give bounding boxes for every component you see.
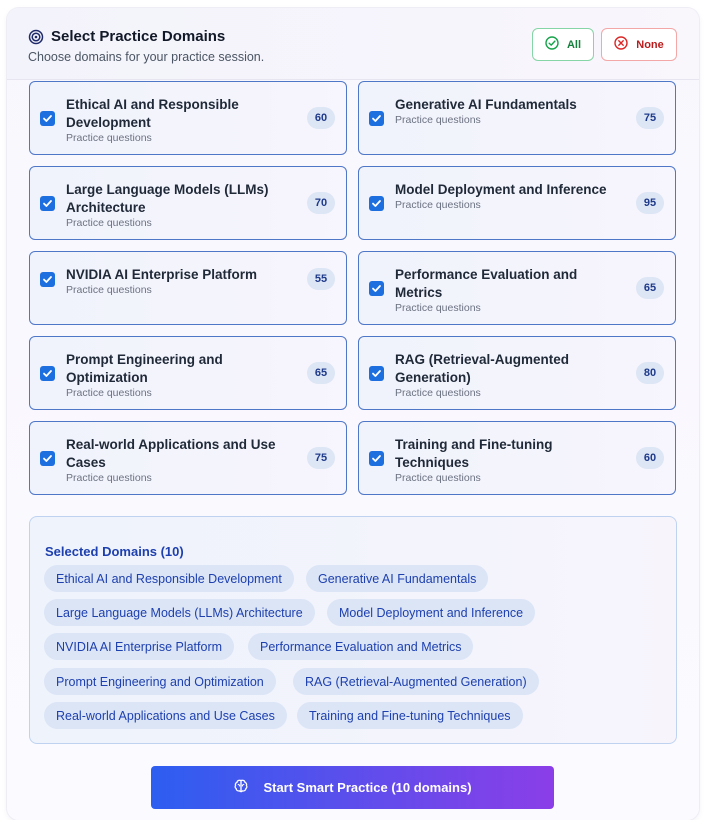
checkmark-icon <box>42 113 53 124</box>
domain-card-model-deployment[interactable] <box>358 166 676 240</box>
domain-name: Large Language Models (LLMs) Architecture <box>66 182 269 215</box>
checkmark-icon <box>371 113 382 124</box>
question-count-badge: 80 <box>636 362 664 384</box>
page-subtitle: Choose domains for your practice session. <box>28 50 265 64</box>
domain-card-training-fine-tuning[interactable] <box>358 421 676 495</box>
question-count-badge: 60 <box>636 447 664 469</box>
domain-checkbox[interactable] <box>369 281 384 296</box>
selected-chip: NVIDIA AI Enterprise Platform <box>44 633 234 660</box>
domain-checkbox[interactable] <box>40 366 55 381</box>
panel-header <box>7 8 699 80</box>
domain-checkbox[interactable] <box>369 111 384 126</box>
domain-subtitle: Practice questions <box>395 302 481 314</box>
selected-domains-box <box>29 516 677 744</box>
start-smart-practice-button[interactable] <box>151 766 554 809</box>
checkmark-icon <box>42 453 53 464</box>
checkmark-icon <box>42 274 53 285</box>
question-count-badge: 75 <box>307 447 335 469</box>
domain-card-real-world-applications[interactable] <box>29 421 347 495</box>
select-all-label: All <box>566 38 582 51</box>
domain-subtitle: Practice questions <box>66 132 152 144</box>
question-count-badge: 65 <box>636 277 664 299</box>
checkmark-icon <box>371 453 382 464</box>
domain-checkbox[interactable] <box>40 272 55 287</box>
domain-checkbox[interactable] <box>40 111 55 126</box>
title-row <box>28 28 225 45</box>
domain-name: Model Deployment and Inference <box>395 182 607 197</box>
domain-checkbox[interactable] <box>369 451 384 466</box>
selected-domains-title: Selected Domains (10) <box>45 544 184 559</box>
domain-name: NVIDIA AI Enterprise Platform <box>66 267 258 282</box>
checkmark-icon <box>371 283 382 294</box>
domain-name: Generative AI Fundamentals <box>395 97 577 112</box>
domain-subtitle: Practice questions <box>66 387 152 399</box>
target-icon <box>28 29 44 45</box>
domain-subtitle: Practice questions <box>66 284 152 296</box>
domain-name: Ethical AI and Responsible Development <box>66 97 239 130</box>
domain-name: RAG (Retrieval-Augmented Generation) <box>395 352 570 385</box>
domain-selection-panel <box>7 8 699 820</box>
selected-chip: Generative AI Fundamentals <box>306 565 488 592</box>
question-count-badge: 70 <box>307 192 335 214</box>
selected-chip: Model Deployment and Inference <box>327 599 535 626</box>
select-all-button[interactable] <box>532 28 594 61</box>
selected-chip: Prompt Engineering and Optimization <box>44 668 276 695</box>
start-button-label: Start Smart Practice (10 domains) <box>263 780 472 795</box>
domain-name: Performance Evaluation and Metrics <box>395 267 578 300</box>
domain-card-prompt-engineering[interactable] <box>29 336 347 410</box>
brain-icon <box>233 778 249 797</box>
x-circle-icon <box>614 36 628 53</box>
domain-checkbox[interactable] <box>369 196 384 211</box>
domain-checkbox[interactable] <box>369 366 384 381</box>
domain-name: Prompt Engineering and Optimization <box>66 352 223 385</box>
domain-subtitle: Practice questions <box>395 199 481 211</box>
domain-subtitle: Practice questions <box>395 114 481 126</box>
selected-chip: Real-world Applications and Use Cases <box>44 702 287 729</box>
question-count-badge: 95 <box>636 192 664 214</box>
domain-subtitle: Practice questions <box>66 217 152 229</box>
domain-card-performance-evaluation[interactable] <box>358 251 676 325</box>
selected-chip: RAG (Retrieval-Augmented Generation) <box>293 668 539 695</box>
domain-name: Training and Fine-tuning Techniques <box>395 437 553 470</box>
page-title: Select Practice Domains <box>51 28 226 45</box>
domain-card-nvidia-enterprise[interactable] <box>29 251 347 325</box>
domain-name: Real-world Applications and Use Cases <box>66 437 276 470</box>
question-count-badge: 75 <box>636 107 664 129</box>
domain-card-ethical-ai[interactable] <box>29 81 347 155</box>
domain-card-generative-ai[interactable] <box>358 81 676 155</box>
checkmark-icon <box>371 198 382 209</box>
select-none-button[interactable] <box>601 28 677 61</box>
domain-checkbox[interactable] <box>40 196 55 211</box>
domain-card-llm-architecture[interactable] <box>29 166 347 240</box>
domain-checkbox[interactable] <box>40 451 55 466</box>
check-circle-icon <box>545 36 559 53</box>
checkmark-icon <box>371 368 382 379</box>
selected-chip: Ethical AI and Responsible Development <box>44 565 294 592</box>
select-none-label: None <box>636 38 664 51</box>
domain-subtitle: Practice questions <box>395 472 481 484</box>
domain-card-rag[interactable] <box>358 336 676 410</box>
selected-chip: Training and Fine-tuning Techniques <box>297 702 523 729</box>
checkmark-icon <box>42 198 53 209</box>
selected-chip: Performance Evaluation and Metrics <box>248 633 473 660</box>
domain-subtitle: Practice questions <box>66 472 152 484</box>
question-count-badge: 65 <box>307 362 335 384</box>
selected-chip: Large Language Models (LLMs) Architecture <box>44 599 315 626</box>
domain-subtitle: Practice questions <box>395 387 481 399</box>
checkmark-icon <box>42 368 53 379</box>
question-count-badge: 55 <box>307 268 335 290</box>
question-count-badge: 60 <box>307 107 335 129</box>
